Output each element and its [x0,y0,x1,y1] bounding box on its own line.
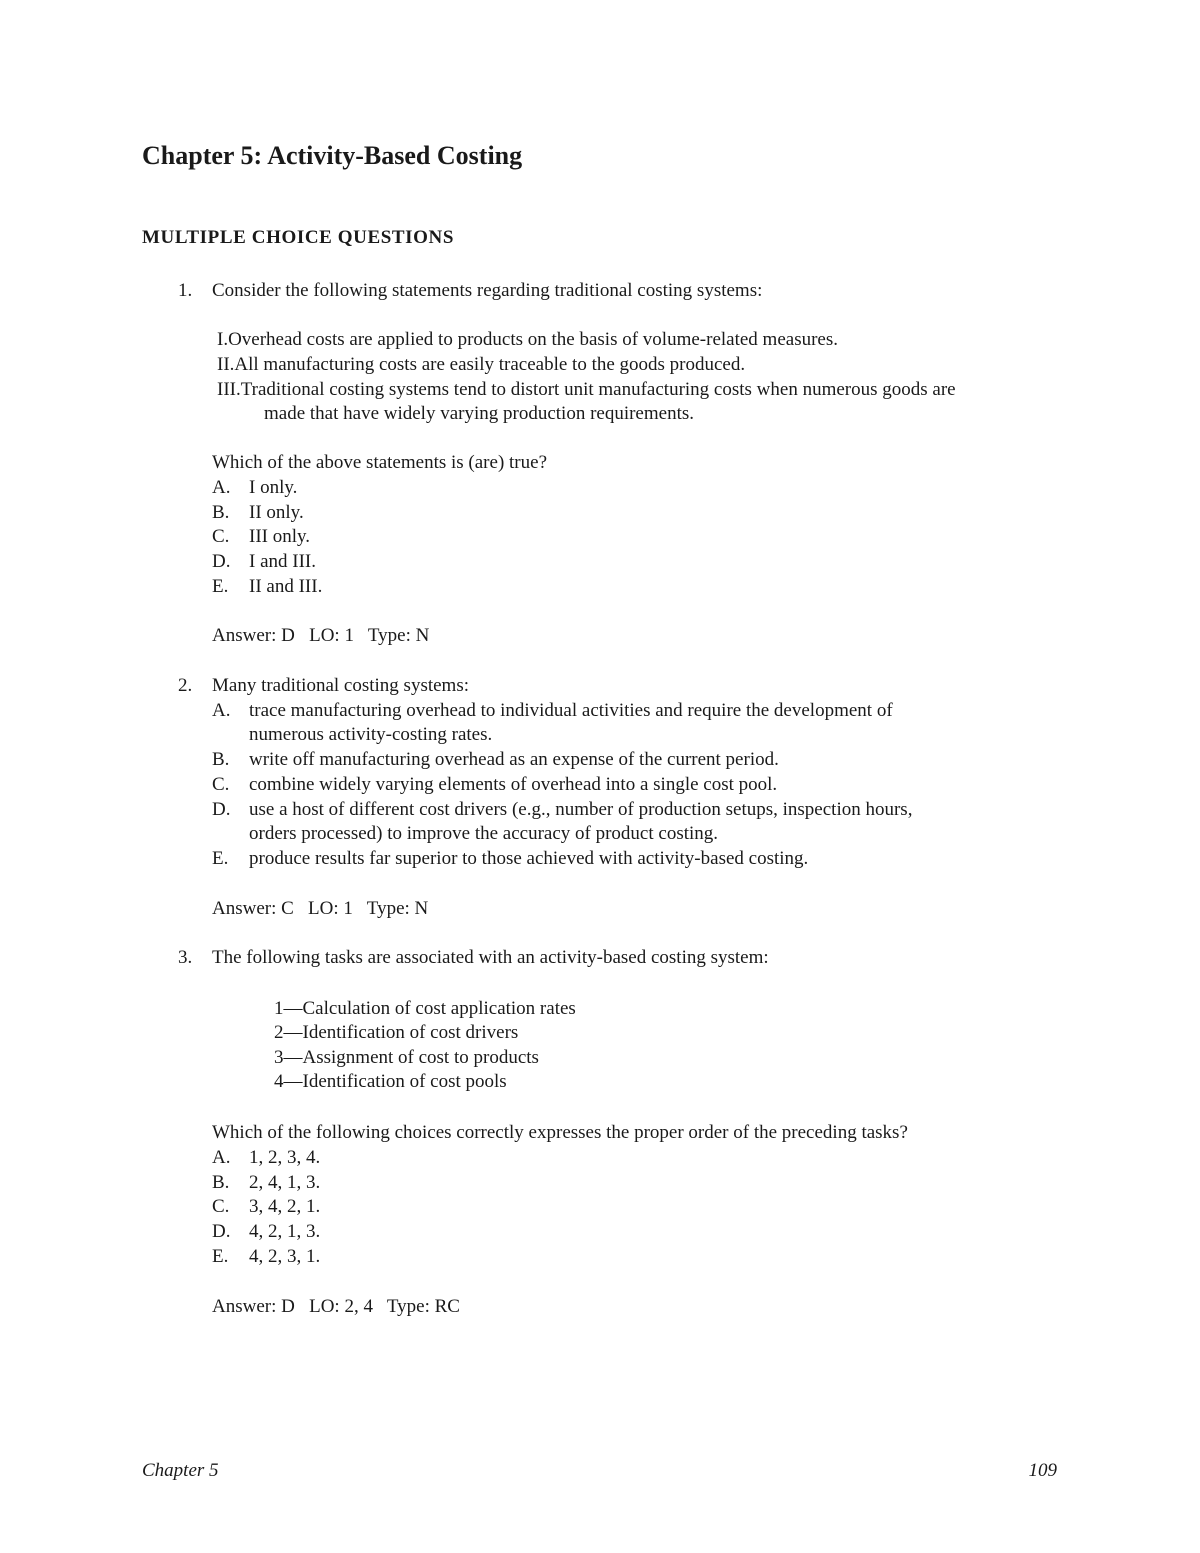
option-text: write off manufacturing overhead as an expense of the current period. [249,749,779,770]
option-letter: D. [212,551,231,572]
question-number: 1. [178,280,193,301]
question-prompt: Which of the above statements is (are) true? [212,452,547,473]
answer-key: Answer: C LO: 1 Type: N [212,898,429,919]
option-letter: A. [212,477,231,498]
statement-text: Traditional costing systems tend to distort unit manufacturing costs when numerous goods are [240,379,956,400]
option-text: 1, 2, 3, 4. [249,1147,321,1168]
answer-option [212,847,808,872]
task-item: 4—Identification of cost pools [274,1071,507,1092]
option-letter: C. [212,774,230,795]
task-item: 3—Assignment of cost to products [274,1047,539,1068]
option-text: I and III. [249,551,316,572]
answer-option [212,525,310,550]
answer-option [212,476,297,501]
statement-item [217,378,956,403]
answer-key: Answer: D LO: 2, 4 Type: RC [212,1296,460,1317]
question-number: 2. [178,675,193,696]
question-prompt: Which of the following choices correctly expresses the proper order of the preceding tasks? [212,1122,908,1143]
question-number: 3. [178,947,193,968]
answer-option [212,501,304,526]
question-stem: Many traditional costing systems: [212,675,470,696]
chapter-title: Chapter 5: Activity-Based Costing [142,141,523,170]
option-continuation: orders processed) to improve the accuracy of product costing. [249,823,719,844]
option-text: 4, 2, 3, 1. [249,1246,321,1267]
option-letter: E. [212,1246,229,1267]
option-letter: D. [212,1221,231,1242]
option-continuation: numerous activity-costing rates. [249,724,493,745]
statement-numeral: I. [217,329,229,350]
answer-option [212,1245,320,1270]
statement-text: Overhead costs are applied to products on the basis of volume-related measures. [228,329,838,350]
option-text: 4, 2, 1, 3. [249,1221,321,1242]
section-heading: MULTIPLE CHOICE QUESTIONS [142,227,455,248]
option-text: I only. [249,477,298,498]
answer-option [212,550,316,575]
option-text: II and III. [249,576,323,597]
statement-text: All manufacturing costs are easily traceable to the goods produced. [234,354,746,375]
statement-numeral: III. [217,379,241,400]
task-item: 2—Identification of cost drivers [274,1022,519,1043]
answer-option [212,1220,320,1245]
answer-key: Answer: D LO: 1 Type: N [212,625,430,646]
answer-option [212,748,779,773]
option-text: III only. [249,526,311,547]
option-text: 3, 4, 2, 1. [249,1196,321,1217]
page-number: 109 [1028,1460,1057,1481]
statement-continuation: made that have widely varying production requirements. [264,403,695,424]
option-letter: B. [212,502,230,523]
option-text: 2, 4, 1, 3. [249,1172,321,1193]
option-text: trace manufacturing overhead to individual activities and require the development of [249,700,893,721]
answer-option [212,1146,320,1171]
statement-item [217,353,745,378]
answer-option [212,773,777,798]
option-letter: C. [212,526,230,547]
option-letter: B. [212,749,230,770]
option-letter: A. [212,1147,231,1168]
option-text: II only. [249,502,304,523]
answer-option [212,575,322,600]
footer-chapter: Chapter 5 [142,1460,219,1481]
option-letter: E. [212,848,229,869]
statement-numeral: II. [217,354,235,375]
statement-item [217,328,838,353]
answer-option [212,1171,320,1196]
answer-option [212,1195,320,1220]
option-letter: B. [212,1172,230,1193]
question-stem: The following tasks are associated with an activity-based costing system: [212,947,769,968]
option-letter: E. [212,576,229,597]
option-letter: C. [212,1196,230,1217]
answer-option [212,699,893,724]
option-text: combine widely varying elements of overhead into a single cost pool. [249,774,778,795]
option-letter: D. [212,799,231,820]
option-letter: A. [212,700,231,721]
answer-option [212,798,912,823]
option-text: produce results far superior to those achieved with activity-based costing. [249,848,809,869]
option-text: use a host of different cost drivers (e.g., number of production setups, inspection hours, [249,799,913,820]
task-item: 1—Calculation of cost application rates [274,998,576,1019]
question-stem: Consider the following statements regarding traditional costing systems: [212,280,763,301]
